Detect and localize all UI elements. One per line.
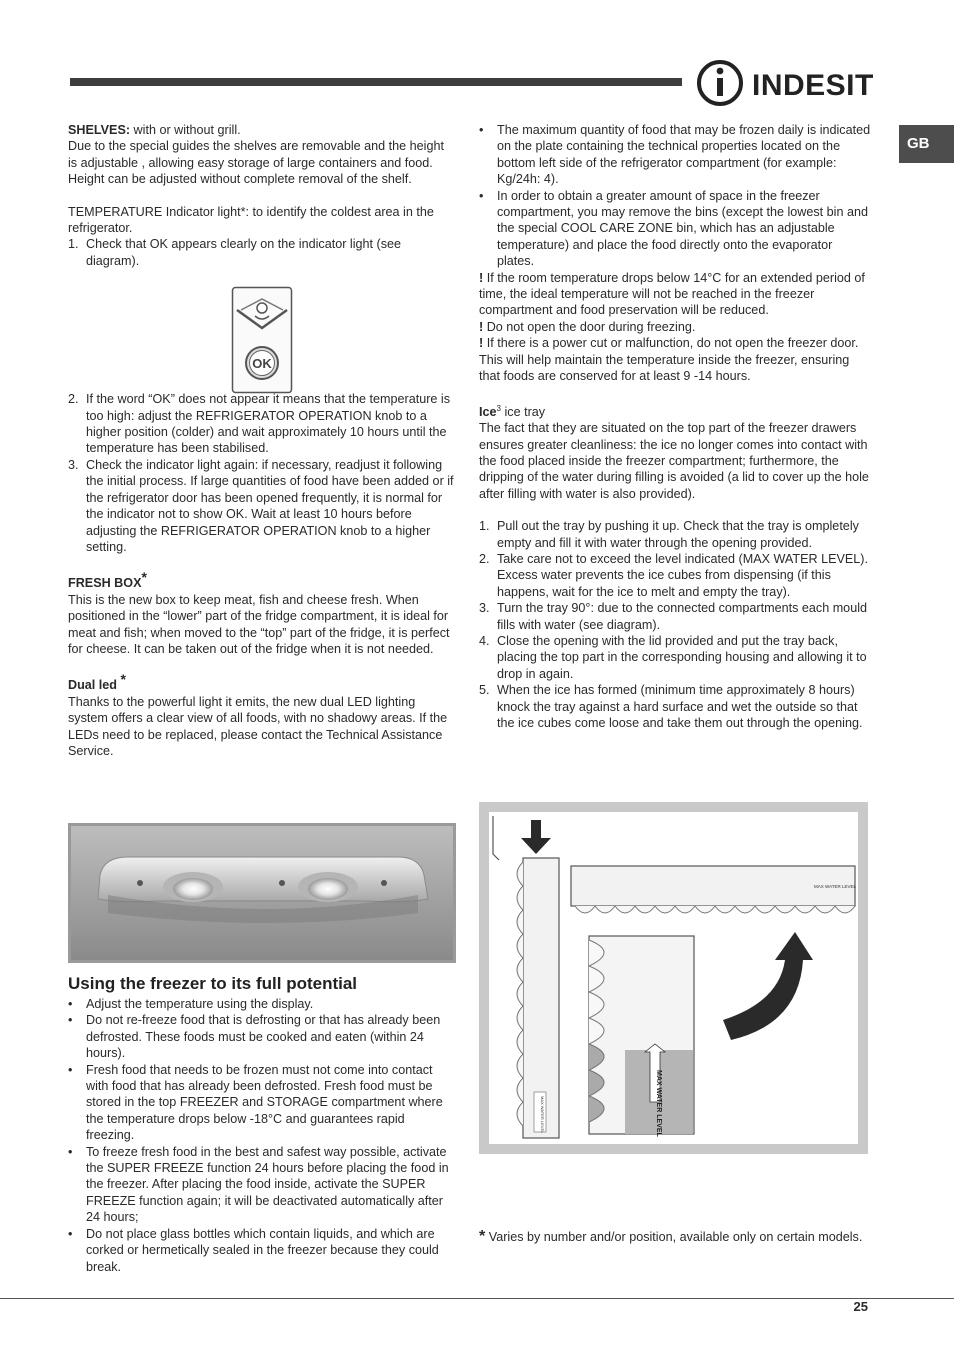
temperature-indicator-image bbox=[231, 286, 293, 394]
footer-rule bbox=[0, 1298, 954, 1299]
warning-1: ! If the room temperature drops below 14°C for an extended period of time, the ideal temperature will not be reached in the freezer compartment and food preservation will be reduced. bbox=[479, 270, 865, 318]
svg-text:INDESIT: INDESIT bbox=[752, 69, 874, 102]
shelves-title: SHELVES: bbox=[68, 123, 131, 137]
list-item: • To freeze fresh food in the best and safest way possible, activate the SUPER FREEZE function 24 hours before placing the food in the freezer. After placing the food inside, activate the SUPER FREEZE function again; it will be deactivated automatically after 24 hours; bbox=[68, 1144, 449, 1225]
list-item: • Do not place glass bottles which contain liquids, and which are corked or hermetically sealed in the freezer because they could break. bbox=[68, 1226, 439, 1274]
warning-3: ! If there is a power cut or malfunction, do not open the freezer door. This will help maintain the temperature inside the freezer, ensuring that foods are conserved for at least 9 -14 hours. bbox=[479, 336, 859, 384]
list-item: 2. Take care not to exceed the level indicated (MAX WATER LEVEL). Excess water prevents the ice cubes from dispensing (if this happens, wait for the ice to melt and empty the tray). bbox=[479, 551, 868, 599]
indesit-logo bbox=[694, 58, 874, 108]
dual-led-photo bbox=[68, 823, 456, 963]
svg-text:MAX WATER LEVEL: MAX WATER LEVEL bbox=[540, 1096, 545, 1134]
svg-text:MAX WATER LEVEL: MAX WATER LEVEL bbox=[814, 884, 857, 889]
list-item: 3. Check the indicator light again: if necessary, readjust it following the initial process. If large quantities of food have been added or if the refrigerator door has been opened frequently, it is normal for the indicator not to show OK. Wait at least 10 hours before adjusting the REFRIGERATOR OPERATION knob to a higher setting. bbox=[68, 457, 454, 554]
list-item: 2. If the word “OK” does not appear it means that the temperature is too high: adjust the REFRIGERATOR OPERATION knob to a higher position (colder) and wait approximately 10 hours until the temperature has been stabilised. bbox=[68, 392, 451, 456]
fresh-box-text: This is the new box to keep meat, fish and cheese fresh. When positioned in the “lower” part of the fridge compartment, it is ideal for meat and fish; when moved to the “top” part of the fridge, it is perfect for cheese. It can be taken out of the fridge when it is not needed. bbox=[68, 592, 450, 656]
svg-text:OK: OK bbox=[252, 356, 272, 371]
footnote: * Varies by number and/or position, available only on certain models. bbox=[479, 1228, 863, 1245]
ice-text: The fact that they are situated on the top part of the freezer drawers ensures greater cleanliness: the ice no longer comes into contact with the food placed inside the freezer compartment; furthermore, the dripping of the water during filling is avoided (a lid to cover up the hole after filling with water is also provided). bbox=[479, 421, 869, 501]
fresh-box-heading: FRESH BOX* bbox=[68, 569, 147, 591]
dual-led-heading: Dual led * bbox=[68, 671, 126, 693]
freezer-section bbox=[68, 974, 456, 1275]
freezer-title: Using the freezer to its full potential bbox=[68, 974, 358, 993]
right-column bbox=[479, 122, 871, 731]
list-item: • The maximum quantity of food that may be frozen daily is indicated on the plate containing the technical properties located on the bottom left side of the refrigerator compartment (for example: Kg/24h: 4). bbox=[479, 123, 871, 187]
shelves-suffix: with or without grill. bbox=[130, 123, 241, 137]
temperature-text: TEMPERATURE Indicator light*: to identify the coldest area in the refrigerator. bbox=[68, 204, 434, 236]
ice-tray-diagram bbox=[479, 802, 868, 1154]
warning-2: ! Do not open the door during freezing. bbox=[479, 319, 696, 334]
header-rule bbox=[70, 78, 682, 86]
list-item: • Do not re-freeze food that is defrosting or that has already been defrosted. These foods must be cooked and eaten (within 24 hours). bbox=[68, 1013, 441, 1061]
list-item: 3. Turn the tray 90°: due to the connected compartments each mould fills with water (see diagram). bbox=[479, 601, 867, 632]
shelves-text: Due to the special guides the shelves are removable and the height is adjustable , allowing easy storage of large containers and food. Height can be adjusted without complete removal of the shelf. bbox=[68, 139, 444, 187]
dual-led-text: Thanks to the powerful light it emits, the new dual LED lighting system offers a clear view of all foods, with no shadowy areas. If the LEDs need to be replaced, please contact the Technical Assistance Service. bbox=[68, 694, 448, 758]
svg-text:MAX WATER LEVEL: MAX WATER LEVEL bbox=[655, 1070, 662, 1137]
left-column bbox=[68, 122, 456, 759]
language-tab: GB bbox=[899, 125, 954, 163]
list-item: • Fresh food that needs to be frozen must not come into contact with food that has already been defrosted. Fresh food must be stored in the top FREEZER and STORAGE compartment where the temperature drops below -18°C and guarantees rapid freezing. bbox=[68, 1062, 443, 1143]
ice-heading: Ice$^3$ ice tray bbox=[479, 403, 546, 419]
list-item: • In order to obtain a greater amount of space in the freezer compartment, you may remove the bins (except the lowest bin and the special COOL CARE ZONE bin, which has an adjustable temperature) and place the food directly onto the evaporator plates. bbox=[479, 188, 868, 269]
list-item: 4. Close the opening with the lid provided and put the tray back, placing the top part in the corresponding housing and allowing it to drop in again. bbox=[479, 633, 867, 681]
list-item: • Adjust the temperature using the display. bbox=[68, 997, 314, 1011]
list-item: 1. Check that OK appears clearly on the indicator light (see diagram). bbox=[68, 237, 402, 268]
page-number: 25 bbox=[853, 1299, 868, 1314]
shelves-line bbox=[68, 122, 456, 138]
list-item: 5. When the ice has formed (minimum time approximately 8 hours) knock the tray against a hard surface and wet the outside so that the ice cubes come loose and take them out through the opening. bbox=[479, 683, 863, 730]
list-item: 1. Pull out the tray by pushing it up. Check that the tray is ompletely empty and fill it with water through the opening provided. bbox=[479, 519, 859, 550]
